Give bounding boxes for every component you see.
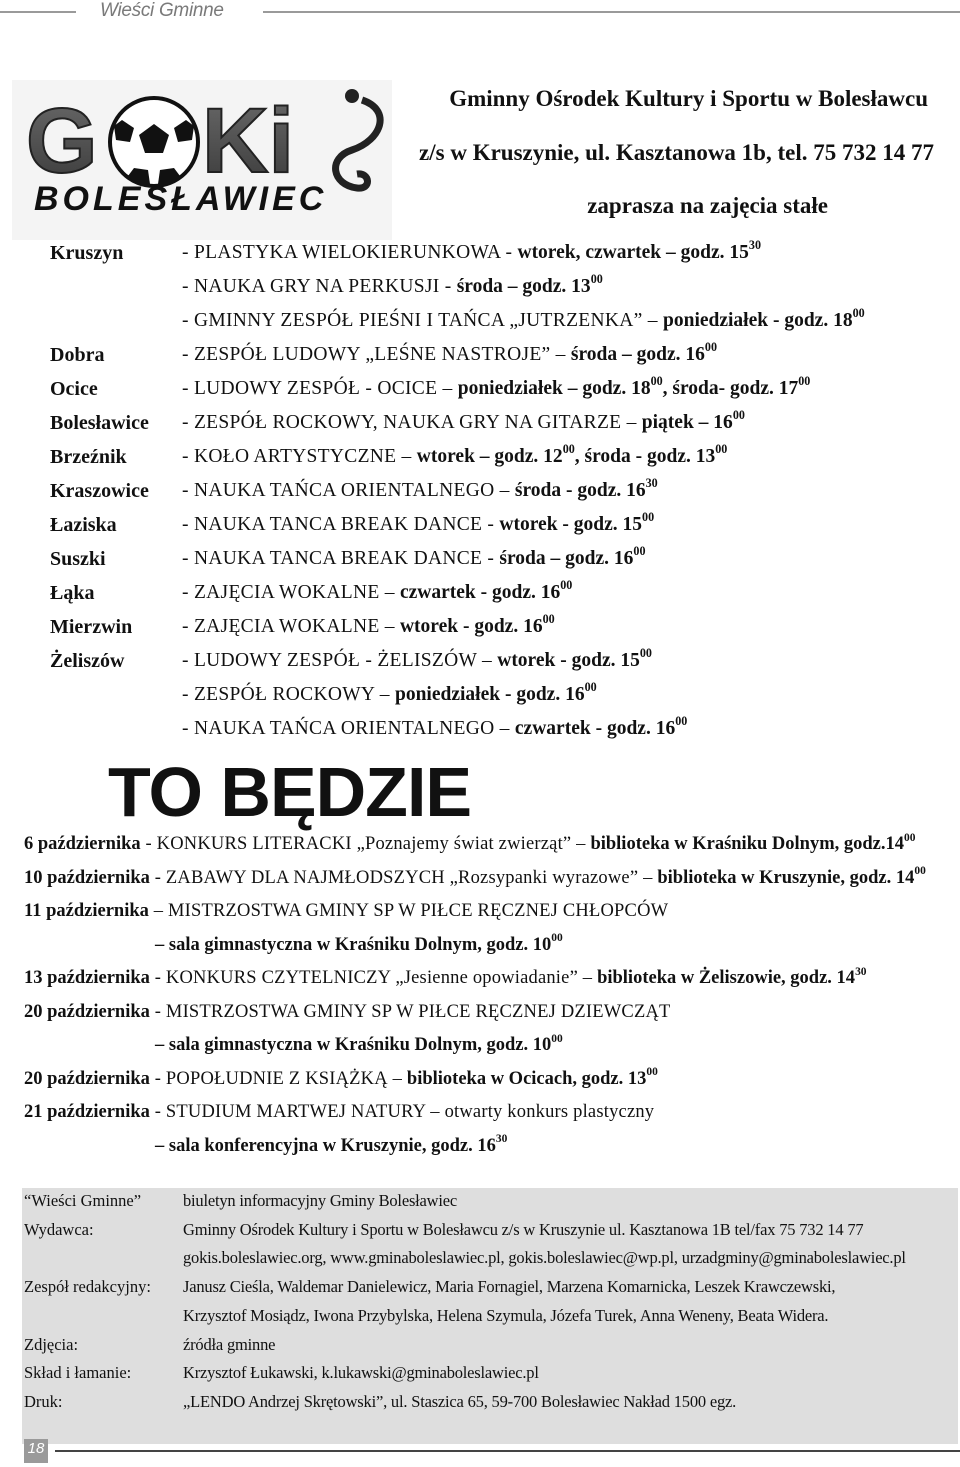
class-category: - LUDOWY ZESPÓŁ - OCICE – (182, 378, 458, 399)
class-place: Brzeźnik (50, 446, 127, 468)
class-time: środa – godz. 16 (570, 344, 705, 365)
class-row (182, 408, 745, 434)
event-place: biblioteka w Ocicach, godz. 13 (406, 1068, 647, 1089)
class-time: piątek – 16 (641, 412, 733, 433)
class-category: - PLASTYKA WIELOKIERUNKOWA - (182, 242, 518, 263)
class-time-extra-minutes: 00 (798, 374, 811, 389)
event-row (24, 1102, 654, 1123)
event-place: – sala konferencyjna w Kruszynie, godz. 16 (155, 1135, 496, 1156)
class-time-minutes: 00 (590, 272, 603, 287)
class-row (182, 680, 597, 706)
class-time-minutes: 00 (642, 510, 655, 525)
class-category: - NAUKA TANCA BREAK DANCE - (182, 514, 500, 535)
gokis-logo (12, 80, 392, 240)
events-heading: TO BĘDZIE (108, 753, 472, 831)
class-time-minutes: 30 (748, 238, 761, 253)
logo-subtitle: BOLESŁAWIEC (34, 180, 328, 218)
footer-value: Krzysztof Łukawski, k.lukawski@gminaboleslawiec.pl (183, 1363, 539, 1383)
class-place: Dobra (50, 344, 105, 366)
class-place: Bolesławice (50, 412, 149, 434)
class-time: czwartek - godz. 16 (514, 718, 676, 739)
class-row (182, 544, 646, 570)
event-row-continuation (155, 1032, 563, 1056)
logo-letters-ki: Ki (202, 90, 294, 192)
footer-value: „LENDO Andrzej Skrętowski”, ul. Staszica 65, 59-700 Bolesławiec Nakład 1500 egz. (183, 1391, 737, 1411)
class-time: poniedziałek – godz. 18 (457, 378, 651, 399)
class-place: Łaziska (50, 514, 117, 536)
class-place: Suszki (50, 548, 106, 570)
event-row-continuation (155, 932, 563, 956)
class-row (182, 612, 555, 638)
class-time-minutes: 00 (704, 340, 717, 355)
event-description: – MISTRZOSTWA GMINY SP W PIŁCE RĘCZNEJ CHŁOPCÓW (148, 901, 669, 921)
event-row (24, 831, 916, 855)
event-description: - POPOŁUDNIE Z KSIĄŻKĄ – (149, 1068, 407, 1089)
class-place: Kraszowice (50, 480, 149, 502)
class-time: poniedziałek - godz. 18 (663, 310, 853, 331)
event-date: 20 października (24, 1068, 150, 1089)
org-line-2: z/s w Kruszynie, ul. Kasztanowa 1b, tel. 75 732 14 77 (419, 140, 934, 165)
class-time: wtorek – godz. 12 (416, 446, 563, 467)
event-time-minutes: 30 (495, 1133, 508, 1146)
event-time-minutes: 30 (855, 965, 867, 978)
class-row (182, 306, 865, 332)
class-time: środa – godz. 16 (499, 548, 634, 569)
class-category: - KOŁO ARTYSTYCZNE – (182, 446, 417, 467)
class-row (182, 578, 573, 604)
class-category: - NAUKA TAŃCA ORIENTALNEGO – (182, 480, 515, 501)
class-row (182, 476, 658, 502)
event-row-continuation (155, 1133, 508, 1157)
class-place: Łąka (50, 582, 95, 604)
event-time-minutes: 00 (551, 932, 563, 945)
event-date: 11 października (24, 901, 149, 921)
header-rule-left (0, 11, 76, 13)
footer-label: “Wieści Gminne” (24, 1191, 142, 1210)
class-row (182, 238, 761, 264)
logo-letter-g: G (26, 90, 98, 192)
footer-value: Gminny Ośrodek Kultury i Sportu w Bolesławcu z/s w Kruszynie ul. Kasztanowa 1B tel/fax 75 732 14 77 (183, 1219, 864, 1239)
class-category: - ZAJĘCIA WOKALNE – (182, 582, 400, 603)
event-row (24, 1002, 671, 1023)
class-row (182, 272, 603, 298)
event-date: 6 października (24, 834, 141, 854)
event-date: 10 października (24, 867, 150, 888)
event-time-minutes: 00 (903, 831, 916, 844)
footer-value: gokis.boleslawiec.org, www.gminaboleslawiec.pl, gokis.boleslawiec@wp.pl, urzadgminy@gminaboleslawiec.pl (183, 1248, 906, 1268)
class-category: - ZESPÓŁ ROCKOWY, NAUKA GRY NA GITARZE – (182, 412, 642, 433)
event-place: – sala gimnastyczna w Kraśniku Dolnym, godz. 10 (155, 1035, 552, 1055)
class-time-minutes: 00 (732, 408, 745, 423)
class-time: wtorek - godz. 16 (399, 616, 543, 637)
event-row (24, 965, 867, 989)
event-time-minutes: 00 (914, 865, 926, 878)
class-place: Żeliszów (50, 650, 125, 672)
header-rule-right (263, 11, 960, 13)
class-time-minutes: 00 (675, 714, 688, 729)
class-time-minutes: 00 (562, 442, 575, 457)
event-date: 20 października (24, 1001, 150, 1022)
class-category: - NAUKA GRY NA PERKUSJI - (182, 276, 457, 297)
event-description: - KONKURS LITERACKI „Poznajemy świat zwierząt” – (140, 834, 591, 854)
footer-label: Zdjęcia: (24, 1334, 79, 1354)
class-time: poniedziałek - godz. 16 (394, 684, 585, 705)
class-place: Mierzwin (50, 616, 133, 638)
footer-value: biuletyn informacyjny Gminy Bolesławiec (183, 1191, 458, 1210)
class-row (182, 442, 728, 468)
footer-label: Zespół redakcyjny: (24, 1277, 151, 1297)
page-number: 18 (27, 1440, 45, 1457)
event-time-minutes: 00 (551, 1032, 563, 1045)
class-category: - ZESPÓŁ LUDOWY „LEŚNE NASTROJE” – (182, 344, 571, 365)
class-category: - GMINNY ZESPÓŁ PIEŚNI I TAŃCA „JUTRZENKA” – (182, 310, 663, 331)
class-time-minutes: 00 (633, 544, 646, 559)
class-row (182, 340, 717, 366)
class-category: - ZESPÓŁ ROCKOWY – (182, 684, 395, 705)
class-row (182, 374, 811, 400)
class-time-minutes: 30 (645, 476, 658, 491)
class-time: środa – godz. 13 (456, 276, 591, 297)
class-time-extra: , środa- godz. 17 (662, 378, 799, 399)
org-line-3: zaprasza na zajęcia stałe (587, 193, 828, 218)
page-rule (55, 1450, 960, 1452)
footer-value: Janusz Cieśla, Waldemar Danielewicz, Maria Fornagiel, Marzena Komarnicka, Leszek Krawczewski, (183, 1277, 836, 1297)
event-date: 21 października (24, 1102, 150, 1122)
class-time: wtorek - godz. 15 (499, 514, 643, 535)
class-category: - NAUKA TAŃCA ORIENTALNEGO – (182, 718, 515, 739)
class-place: Kruszyn (50, 242, 124, 264)
event-place: – sala gimnastyczna w Kraśniku Dolnym, godz. 10 (155, 934, 552, 955)
class-category: - NAUKA TANCA BREAK DANCE - (182, 548, 500, 569)
event-description: - ZABAWY DLA NAJMŁODSZYCH „Rozsypanki wyrazowe” – (149, 867, 658, 888)
class-time: wtorek, czwartek – godz. 15 (517, 242, 749, 263)
event-place: biblioteka w Kraśniku Dolnym, godz.14 (590, 834, 904, 854)
event-row (24, 865, 926, 889)
class-row (182, 510, 655, 536)
class-category: - ZAJĘCIA WOKALNE – (182, 616, 400, 637)
class-time: wtorek - godz. 15 (497, 650, 640, 671)
class-row (182, 714, 688, 740)
org-line-1: Gminny Ośrodek Kultury i Sportu w Bolesławcu (449, 86, 928, 111)
class-time-minutes: 00 (650, 374, 663, 389)
class-time-minutes: 00 (852, 306, 865, 321)
class-time-extra: , środa - godz. 13 (574, 446, 716, 467)
class-time-minutes: 00 (560, 578, 573, 593)
class-row (182, 646, 652, 672)
class-time-minutes: 00 (542, 612, 555, 627)
event-place: biblioteka w Kruszynie, godz. 14 (657, 867, 915, 888)
class-time-minutes: 00 (639, 646, 652, 661)
class-place: Ocice (50, 378, 98, 400)
event-description: - STUDIUM MARTWEJ NATURY – otwarty konkurs plastyczny (149, 1102, 655, 1122)
event-row (24, 901, 668, 922)
class-time: czwartek - godz. 16 (399, 582, 561, 603)
class-time-extra-minutes: 00 (715, 442, 728, 457)
event-row (24, 1066, 658, 1090)
class-time-minutes: 00 (584, 680, 597, 695)
class-time: środa - godz. 16 (514, 480, 646, 501)
event-place: biblioteka w Żeliszowie, godz. 14 (597, 968, 856, 988)
event-date: 13 października (24, 968, 150, 988)
footer-label: Druk: (24, 1391, 63, 1411)
event-description: - KONKURS CZYTELNICZY „Jesienne opowiadanie” – (149, 968, 598, 988)
footer-value: Krzysztof Mosiądz, Iwona Przybylska, Helena Szymula, Józefa Turek, Anna Weneny, Beata Widera. (183, 1305, 829, 1325)
footer-value: źródła gminne (183, 1334, 276, 1354)
header-title: Wieści Gminne (100, 0, 224, 21)
footer-label: Wydawca: (24, 1219, 94, 1239)
footer-label: Skład i łamanie: (24, 1363, 132, 1383)
class-category: - LUDOWY ZESPÓŁ - ŻELISZÓW – (182, 650, 498, 671)
event-description: - MISTRZOSTWA GMINY SP W PIŁCE RĘCZNEJ DZIEWCZĄT (149, 1001, 671, 1022)
event-time-minutes: 00 (646, 1066, 658, 1079)
soccer-ball-icon (110, 98, 198, 186)
